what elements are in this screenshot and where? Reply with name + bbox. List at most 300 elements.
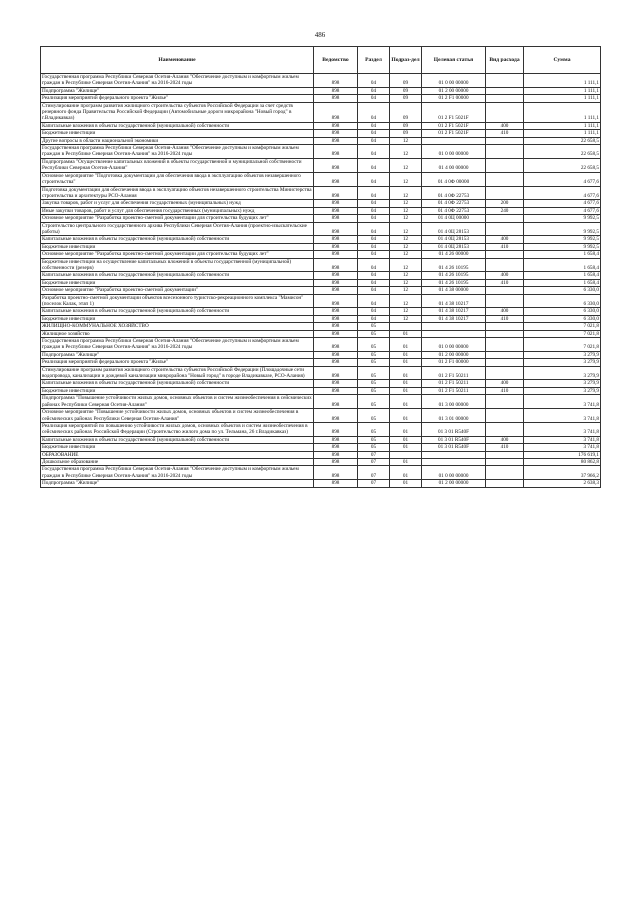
cell-expense-type bbox=[486, 395, 524, 409]
cell-sum: 3 279,9 bbox=[524, 380, 601, 387]
table-row bbox=[41, 243, 601, 250]
cell-expense-type bbox=[486, 258, 524, 272]
cell-target-article: 01 4 00 00000 bbox=[422, 158, 486, 172]
cell-target-article: 01 2 F1 50211 bbox=[422, 380, 486, 387]
cell-expense-type: 410 bbox=[486, 387, 524, 394]
cell-name: Государственная программа Республики Северная Осетия-Алания "Обеспечение доступным и комфортным жильем граждан в Республике Северная Осетия-Алания" на 2016-2024 годы bbox=[41, 145, 314, 159]
cell-expense-type bbox=[486, 458, 524, 465]
table-row bbox=[41, 466, 601, 480]
cell-razdel: 04 bbox=[358, 279, 390, 286]
cell-target-article: 01 4 0Ц 28153 bbox=[422, 222, 486, 236]
cell-podrazdel: 12 bbox=[390, 158, 422, 172]
cell-expense-type bbox=[486, 145, 524, 159]
cell-target-article: 01 4 26 10195 bbox=[422, 272, 486, 279]
cell-target-article: 01 0 00 00000 bbox=[422, 145, 486, 159]
cell-target-article: 01 4 0Ц 28153 bbox=[422, 243, 486, 250]
cell-name: Подпрограмма "Жилище" bbox=[41, 351, 314, 358]
cell-vedomstvo: 898 bbox=[314, 95, 358, 102]
cell-name: Иные закупки товаров, работ и услуг для обеспечения государственных (муниципальных) нужд bbox=[41, 207, 314, 214]
column-header-name: Наименование bbox=[41, 47, 314, 74]
cell-expense-type bbox=[486, 422, 524, 436]
cell-razdel: 04 bbox=[358, 315, 390, 322]
cell-name: Капитальные вложения в объекты государственной (муниципальной) собственности bbox=[41, 122, 314, 129]
cell-vedomstvo: 898 bbox=[314, 251, 358, 258]
cell-expense-type: 410 bbox=[486, 243, 524, 250]
cell-razdel: 04 bbox=[358, 130, 390, 137]
cell-vedomstvo: 898 bbox=[314, 279, 358, 286]
cell-expense-type bbox=[486, 95, 524, 102]
table-row bbox=[41, 158, 601, 172]
cell-target-article: 01 2 F1 5021F bbox=[422, 130, 486, 137]
cell-podrazdel: 01 bbox=[390, 359, 422, 366]
table-row bbox=[41, 207, 601, 214]
table-row bbox=[41, 380, 601, 387]
cell-name: Государственная программа Республики Северная Осетия-Алания "Обеспечение доступным и комфортным жильем граждан в Республике Северная Осетия-Алания" на 2016-2024 годы bbox=[41, 338, 314, 352]
cell-razdel: 05 bbox=[358, 395, 390, 409]
cell-expense-type: 200 bbox=[486, 200, 524, 207]
table-row bbox=[41, 222, 601, 236]
cell-podrazdel bbox=[390, 323, 422, 330]
cell-sum: 7 021,8 bbox=[524, 330, 601, 337]
cell-vedomstvo: 898 bbox=[314, 243, 358, 250]
cell-expense-type: 410 bbox=[486, 444, 524, 451]
cell-vedomstvo: 898 bbox=[314, 422, 358, 436]
cell-podrazdel: 12 bbox=[390, 186, 422, 200]
cell-name: Жилищное хозяйство bbox=[41, 330, 314, 337]
table-row bbox=[41, 387, 601, 394]
cell-sum: 22 658,5 bbox=[524, 158, 601, 172]
cell-sum: 3 279,9 bbox=[524, 387, 601, 394]
cell-vedomstvo: 898 bbox=[314, 122, 358, 129]
cell-name: Подпрограмма "Повышение устойчивости жилых домов, основных объектов и систем жизнеобеспечения в сейсмических районах Республики Северная Осетия-Алания" bbox=[42, 395, 312, 408]
cell-podrazdel: 01 bbox=[390, 444, 422, 451]
cell-expense-type bbox=[486, 351, 524, 358]
table-row bbox=[41, 395, 601, 409]
cell-name: Реализация мероприятий федерального проекта "Жилье" bbox=[41, 359, 314, 366]
cell-podrazdel: 12 bbox=[390, 172, 422, 186]
cell-podrazdel: 01 bbox=[390, 387, 422, 394]
cell-razdel: 05 bbox=[358, 330, 390, 337]
cell-expense-type bbox=[486, 366, 524, 380]
cell-podrazdel: 12 bbox=[390, 251, 422, 258]
cell-sum: 3 279,9 bbox=[524, 359, 601, 366]
cell-razdel: 04 bbox=[358, 243, 390, 250]
cell-target-article bbox=[422, 451, 486, 458]
table-row bbox=[41, 287, 601, 294]
cell-razdel: 05 bbox=[358, 351, 390, 358]
cell-podrazdel: 12 bbox=[390, 258, 422, 272]
cell-name: Капитальные вложения в объекты государственной (муниципальной) собственности bbox=[41, 272, 314, 279]
cell-vedomstvo: 898 bbox=[314, 359, 358, 366]
cell-razdel: 07 bbox=[358, 451, 390, 458]
cell-razdel: 04 bbox=[358, 95, 390, 102]
cell-target-article: 01 3 01 R540F bbox=[422, 444, 486, 451]
cell-podrazdel: 01 bbox=[390, 330, 422, 337]
cell-expense-type: 400 bbox=[486, 122, 524, 129]
cell-razdel: 04 bbox=[358, 102, 390, 122]
table-row bbox=[41, 351, 601, 358]
cell-vedomstvo: 898 bbox=[314, 222, 358, 236]
cell-expense-type bbox=[486, 215, 524, 222]
cell-sum: 1 658,4 bbox=[524, 251, 601, 258]
cell-name: Капитальные вложения в объекты государственной (муниципальной) собственности bbox=[41, 436, 314, 443]
cell-vedomstvo: 898 bbox=[314, 102, 358, 122]
cell-target-article: 01 4 0Ф 22753 bbox=[422, 200, 486, 207]
cell-podrazdel: 09 bbox=[390, 102, 422, 122]
cell-target-article: 01 2 F1 00000 bbox=[422, 95, 486, 102]
cell-razdel: 04 bbox=[358, 74, 390, 88]
table-row bbox=[41, 122, 601, 129]
cell-razdel: 04 bbox=[358, 251, 390, 258]
cell-razdel: 04 bbox=[358, 137, 390, 144]
cell-podrazdel: 12 bbox=[390, 287, 422, 294]
cell-podrazdel: 01 bbox=[390, 422, 422, 436]
cell-target-article bbox=[422, 458, 486, 465]
cell-target-article: 01 3 00 00000 bbox=[422, 395, 486, 409]
cell-expense-type bbox=[486, 323, 524, 330]
cell-target-article: 01 4 0Ц 00000 bbox=[422, 215, 486, 222]
cell-razdel: 05 bbox=[358, 409, 390, 423]
cell-sum: 9 992,5 bbox=[524, 243, 601, 250]
cell-vedomstvo: 898 bbox=[314, 272, 358, 279]
cell-razdel: 04 bbox=[358, 145, 390, 159]
cell-expense-type: 410 bbox=[486, 279, 524, 286]
cell-name: Бюджетные инвестиции bbox=[41, 130, 314, 137]
table-row bbox=[41, 87, 601, 94]
cell-podrazdel: 12 bbox=[390, 137, 422, 144]
cell-podrazdel: 01 bbox=[390, 366, 422, 380]
cell-target-article: 01 3 01 00000 bbox=[422, 409, 486, 423]
cell-name: Дошкольное образование bbox=[41, 458, 314, 465]
cell-vedomstvo: 898 bbox=[314, 395, 358, 409]
table-row bbox=[41, 186, 601, 200]
cell-expense-type bbox=[486, 409, 524, 423]
cell-sum: 1 111,1 bbox=[524, 95, 601, 102]
cell-podrazdel: 12 bbox=[390, 200, 422, 207]
table-row bbox=[41, 458, 601, 465]
cell-vedomstvo: 898 bbox=[314, 387, 358, 394]
cell-vedomstvo: 898 bbox=[314, 338, 358, 352]
table-row bbox=[41, 330, 601, 337]
table-row bbox=[41, 215, 601, 222]
cell-razdel: 04 bbox=[358, 207, 390, 214]
cell-razdel: 07 bbox=[358, 466, 390, 480]
table-row bbox=[41, 102, 601, 122]
cell-vedomstvo: 898 bbox=[314, 137, 358, 144]
cell-name: Бюджетные инвестиции bbox=[41, 315, 314, 322]
cell-expense-type: 400 bbox=[486, 272, 524, 279]
cell-sum: 3 741,8 bbox=[524, 409, 601, 423]
cell-podrazdel: 01 bbox=[390, 480, 422, 487]
cell-target-article: 01 4 26 00000 bbox=[422, 251, 486, 258]
cell-podrazdel: 09 bbox=[390, 95, 422, 102]
cell-sum: 4 677,6 bbox=[524, 207, 601, 214]
cell-target-article: 01 2 00 00000 bbox=[422, 480, 486, 487]
cell-podrazdel: 09 bbox=[390, 87, 422, 94]
cell-podrazdel: 12 bbox=[390, 279, 422, 286]
cell-podrazdel: 01 bbox=[390, 380, 422, 387]
table-row bbox=[41, 409, 601, 423]
cell-expense-type bbox=[486, 87, 524, 94]
cell-sum: 2 638,3 bbox=[524, 480, 601, 487]
cell-target-article: 01 0 00 00000 bbox=[422, 338, 486, 352]
cell-vedomstvo: 898 bbox=[314, 409, 358, 423]
cell-vedomstvo: 898 bbox=[314, 436, 358, 443]
cell-target-article: 01 0 00 00000 bbox=[422, 74, 486, 88]
table-row bbox=[41, 294, 601, 308]
cell-name: Бюджетные инвестиции bbox=[41, 279, 314, 286]
cell-sum: 1 658,4 bbox=[524, 279, 601, 286]
cell-vedomstvo: 898 bbox=[314, 130, 358, 137]
cell-name: Разработка проектно-сметной документации объектов всесезонного туристско-рекреационного комплекса "Мамисон" (поселок Калак, этап 1) bbox=[41, 294, 314, 308]
cell-target-article: 01 2 F1 5021F bbox=[422, 122, 486, 129]
cell-vedomstvo: 898 bbox=[314, 458, 358, 465]
cell-name: Основное мероприятие "Разработка проектно-сметной документации" bbox=[41, 287, 314, 294]
cell-name: Подпрограмма "Жилище" bbox=[41, 480, 314, 487]
cell-vedomstvo: 898 bbox=[314, 330, 358, 337]
cell-razdel: 05 bbox=[358, 359, 390, 366]
cell-name: Основное мероприятие "Повышение устойчивости жилых домов, основных объектов и систем жизнеобеспечения в сейсмических районах Республики Северная Осетия-Алания" bbox=[41, 409, 314, 423]
cell-expense-type bbox=[486, 251, 524, 258]
cell-podrazdel: 01 bbox=[390, 436, 422, 443]
cell-vedomstvo: 898 bbox=[314, 308, 358, 315]
cell-expense-type bbox=[486, 338, 524, 352]
cell-sum: 3 741,8 bbox=[524, 395, 601, 409]
column-header-razdel: Раздел bbox=[358, 47, 390, 74]
cell-podrazdel: 12 bbox=[390, 222, 422, 236]
table-row bbox=[41, 422, 601, 436]
cell-razdel: 05 bbox=[358, 366, 390, 380]
table-row bbox=[41, 258, 601, 272]
table-row bbox=[41, 444, 601, 451]
cell-sum: 4 677,6 bbox=[524, 186, 601, 200]
cell-razdel: 04 bbox=[358, 186, 390, 200]
cell-target-article: 01 4 38 10217 bbox=[422, 308, 486, 315]
cell-name: Подготовка документации для обеспечения ввода в эксплуатацию объектов незавершенного строительства Министерства строительства и архитектуры РСО-Алания bbox=[42, 186, 312, 199]
cell-expense-type: 410 bbox=[486, 130, 524, 137]
cell-razdel: 05 bbox=[358, 422, 390, 436]
cell-target-article bbox=[422, 323, 486, 330]
column-header-expense-type: Вид расхода bbox=[486, 47, 524, 74]
cell-expense-type bbox=[486, 359, 524, 366]
cell-target-article: 01 3 01 R540F bbox=[422, 422, 486, 436]
cell-target-article: 01 2 F1 50211 bbox=[422, 366, 486, 380]
cell-podrazdel: 12 bbox=[390, 243, 422, 250]
cell-target-article: 01 3 01 R540F bbox=[422, 436, 486, 443]
cell-vedomstvo: 898 bbox=[314, 258, 358, 272]
cell-sum: 3 741,8 bbox=[524, 444, 601, 451]
cell-vedomstvo: 898 bbox=[314, 145, 358, 159]
cell-target-article: 01 4 38 10217 bbox=[422, 315, 486, 322]
cell-expense-type bbox=[486, 74, 524, 88]
column-header-vedomstvo: Ведомство bbox=[314, 47, 358, 74]
cell-target-article: 01 4 0Ф 00000 bbox=[422, 172, 486, 186]
cell-vedomstvo: 898 bbox=[314, 480, 358, 487]
cell-name: Подпрограмма "Жилище" bbox=[41, 87, 314, 94]
table-header-row bbox=[41, 47, 601, 74]
cell-name: Государственная программа Республики Северная Осетия-Алания "Обеспечение доступным и комфортным жильем граждан в Республике Северная Осетия-Алания" на 2016-2024 годы bbox=[41, 74, 314, 88]
cell-name: ОБРАЗОВАНИЕ bbox=[41, 451, 314, 458]
cell-podrazdel: 12 bbox=[390, 294, 422, 308]
cell-razdel: 05 bbox=[358, 436, 390, 443]
cell-sum: 22 658,5 bbox=[524, 145, 601, 159]
cell-podrazdel: 12 bbox=[390, 315, 422, 322]
table-row bbox=[41, 436, 601, 443]
cell-name: Капитальные вложения в объекты государственной (муниципальной) собственности bbox=[41, 380, 314, 387]
cell-razdel: 04 bbox=[358, 236, 390, 243]
cell-target-article: 01 4 26 10195 bbox=[422, 258, 486, 272]
cell-sum: 7 021,8 bbox=[524, 323, 601, 330]
cell-podrazdel bbox=[390, 451, 422, 458]
cell-name: Бюджетные инвестиции bbox=[41, 387, 314, 394]
cell-vedomstvo: 898 bbox=[314, 294, 358, 308]
cell-sum: 3 279,9 bbox=[524, 366, 601, 380]
cell-razdel: 05 bbox=[358, 444, 390, 451]
table-row bbox=[41, 279, 601, 286]
cell-razdel: 05 bbox=[358, 323, 390, 330]
cell-sum: 9 992,5 bbox=[524, 215, 601, 222]
cell-sum: 1 111,1 bbox=[524, 130, 601, 137]
cell-target-article: 01 4 38 00000 bbox=[422, 287, 486, 294]
cell-expense-type bbox=[486, 451, 524, 458]
cell-vedomstvo: 898 bbox=[314, 74, 358, 88]
cell-razdel: 04 bbox=[358, 287, 390, 294]
cell-razdel: 07 bbox=[358, 458, 390, 465]
cell-vedomstvo: 898 bbox=[314, 158, 358, 172]
column-header-sum: Сумма bbox=[524, 47, 601, 74]
cell-razdel: 04 bbox=[358, 200, 390, 207]
cell-expense-type: 410 bbox=[486, 315, 524, 322]
cell-razdel: 04 bbox=[358, 122, 390, 129]
cell-razdel: 04 bbox=[358, 294, 390, 308]
table-row bbox=[41, 315, 601, 322]
cell-sum: 37 966,2 bbox=[524, 466, 601, 480]
cell-vedomstvo: 898 bbox=[314, 351, 358, 358]
table-row bbox=[41, 366, 601, 380]
cell-name: Основное мероприятие "Разработка проектно-сметной документации для строительства будущих лет" bbox=[41, 251, 314, 258]
cell-sum: 4 677,6 bbox=[524, 172, 601, 186]
cell-target-article: 01 2 F1 50211 bbox=[422, 387, 486, 394]
cell-name: Реализация мероприятий по повышению устойчивости жилых домов, основных объектов и систем жизнеобеспечения в сейсмических районах Российской Федерации (Строительство жилого дома по ул. Тельмана, 26 г.Владикавказ) bbox=[41, 422, 314, 436]
cell-name: Строительство центрального государственного архива Республики Северная Осетия-Алания (проектно-изыскательские работы) bbox=[41, 222, 314, 236]
cell-sum: 6 330,0 bbox=[524, 294, 601, 308]
cell-expense-type: 400 bbox=[486, 308, 524, 315]
table-row bbox=[41, 145, 601, 159]
table-row bbox=[41, 323, 601, 330]
cell-podrazdel: 12 bbox=[390, 308, 422, 315]
cell-vedomstvo: 898 bbox=[314, 466, 358, 480]
cell-podrazdel: 01 bbox=[390, 395, 422, 409]
cell-name: Основное мероприятие "Подготовка документации для обеспечения ввода в эксплуатацию объектов незавершенного строительства" bbox=[41, 172, 314, 186]
table-row bbox=[41, 272, 601, 279]
cell-sum: 6 330,0 bbox=[524, 287, 601, 294]
table-row bbox=[41, 137, 601, 144]
cell-vedomstvo: 898 bbox=[314, 323, 358, 330]
cell-podrazdel: 09 bbox=[390, 130, 422, 137]
cell-vedomstvo: 898 bbox=[314, 444, 358, 451]
cell-target-article: 01 4 0Ф 22753 bbox=[422, 186, 486, 200]
cell-expense-type bbox=[486, 294, 524, 308]
cell-sum: 3 741,8 bbox=[524, 436, 601, 443]
cell-sum: 80 862,8 bbox=[524, 458, 601, 465]
cell-target-article: 01 4 26 10195 bbox=[422, 279, 486, 286]
cell-name: Стимулирование программ развития жилищного строительства субъектов Российской Федерации (Площадочные сети водопровода, канализации и дождевой канализации микрорайона "Новый город" в городе Владикавказе, РСО-Алания) bbox=[41, 366, 314, 380]
cell-podrazdel: 09 bbox=[390, 74, 422, 88]
cell-sum: 4 677,6 bbox=[524, 200, 601, 207]
cell-sum: 1 111,1 bbox=[524, 74, 601, 88]
cell-razdel: 05 bbox=[358, 387, 390, 394]
cell-vedomstvo: 898 bbox=[314, 380, 358, 387]
table-row bbox=[41, 451, 601, 458]
cell-sum: 1 111,1 bbox=[524, 87, 601, 94]
cell-target-article: 01 2 F1 00000 bbox=[422, 359, 486, 366]
cell-expense-type bbox=[486, 466, 524, 480]
cell-vedomstvo: 898 bbox=[314, 287, 358, 294]
cell-vedomstvo: 898 bbox=[314, 215, 358, 222]
cell-name: Государственная программа Республики Северная Осетия-Алания "Обеспечение доступным и комфортным жильем граждан в Республике Северная Осетия-Алания" на 2016-2024 годы bbox=[41, 466, 314, 480]
cell-name: Реализация мероприятий федерального проекта "Жилье" bbox=[41, 95, 314, 102]
cell-target-article: 01 2 00 00000 bbox=[422, 87, 486, 94]
cell-sum: 1 111,1 bbox=[524, 102, 601, 122]
cell-sum: 7 021,8 bbox=[524, 338, 601, 352]
cell-sum: 1 658,4 bbox=[524, 272, 601, 279]
cell-name: Бюджетные инвестиции bbox=[41, 243, 314, 250]
cell-vedomstvo: 898 bbox=[314, 451, 358, 458]
cell-vedomstvo: 898 bbox=[314, 366, 358, 380]
budget-table bbox=[40, 46, 601, 488]
cell-name: Бюджетные инвестиции bbox=[41, 444, 314, 451]
cell-podrazdel: 12 bbox=[390, 215, 422, 222]
cell-sum: 3 741,8 bbox=[524, 422, 601, 436]
cell-sum: 22 658,5 bbox=[524, 137, 601, 144]
cell-name: ЖИЛИЩНО-КОММУНАЛЬНОЕ ХОЗЯЙСТВО bbox=[41, 323, 314, 330]
cell-expense-type: 400 bbox=[486, 436, 524, 443]
cell-name: Другие вопросы в области национальной экономики bbox=[41, 137, 314, 144]
cell-name: Капитальные вложения в объекты государственной (муниципальной) собственности bbox=[41, 236, 314, 243]
cell-razdel: 04 bbox=[358, 215, 390, 222]
cell-sum: 6 330,0 bbox=[524, 308, 601, 315]
cell-razdel: 04 bbox=[358, 87, 390, 94]
cell-expense-type bbox=[486, 330, 524, 337]
page-number: 486 bbox=[314, 31, 326, 39]
cell-razdel: 04 bbox=[358, 258, 390, 272]
table-row bbox=[41, 130, 601, 137]
cell-expense-type bbox=[486, 480, 524, 487]
cell-target-article: 01 2 F1 5021F bbox=[422, 102, 486, 122]
cell-podrazdel: 01 bbox=[390, 338, 422, 352]
cell-vedomstvo: 898 bbox=[314, 236, 358, 243]
cell-razdel: 07 bbox=[358, 480, 390, 487]
cell-expense-type: 240 bbox=[486, 207, 524, 214]
cell-target-article bbox=[422, 137, 486, 144]
cell-podrazdel: 09 bbox=[390, 122, 422, 129]
table-row bbox=[41, 480, 601, 487]
cell-name: Стимулирование программ развития жилищного строительства субъектов Российской Федерации за счет средств резервного фонда Правительства Российской Федерации (Автомобильные дороги микрорайона "Новый город" в г.Владикавказ) bbox=[41, 102, 314, 122]
table-row bbox=[41, 251, 601, 258]
cell-name: Бюджетные инвестиции на осуществление капитальных вложений в объекты государственной (муниципальной) собственности (резерв) bbox=[41, 258, 314, 272]
cell-target-article: 01 0 00 00000 bbox=[422, 466, 486, 480]
cell-target-article: 01 4 38 10217 bbox=[422, 294, 486, 308]
cell-razdel: 04 bbox=[358, 222, 390, 236]
cell-vedomstvo: 898 bbox=[314, 200, 358, 207]
cell-razdel: 05 bbox=[358, 380, 390, 387]
cell-podrazdel: 01 bbox=[390, 409, 422, 423]
cell-sum: 1 658,4 bbox=[524, 258, 601, 272]
table-row bbox=[41, 338, 601, 352]
cell-podrazdel: 12 bbox=[390, 145, 422, 159]
cell-podrazdel: 01 bbox=[390, 351, 422, 358]
cell-podrazdel: 01 bbox=[390, 466, 422, 480]
